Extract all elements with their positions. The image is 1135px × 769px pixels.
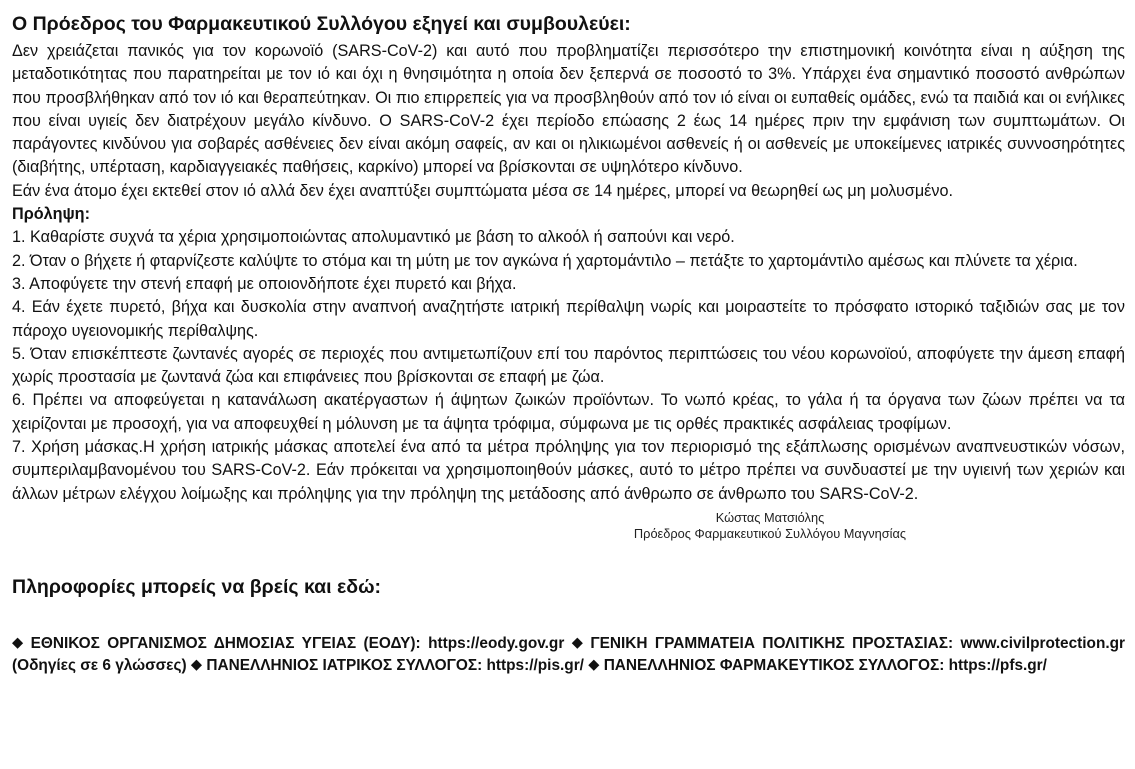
prevention-item-3: 3. Αποφύγετε την στενή επαφή με οποιονδήποτε έχει πυρετό και βήχα.	[12, 274, 517, 293]
link-url-pfs[interactable]: https://pfs.gr/	[948, 657, 1047, 675]
prevention-item-4: 4. Εάν έχετε πυρετό, βήχα και δυσκολία στην αναπνοή αναζητήστε ιατρική περίθαλψη νωρίς και μοιραστείτε το πρόσφατο ιστορικό ταξιδιών σας με τον πάροχο υγειονομικής περίθαλψης.	[12, 298, 1125, 340]
document-title: Ο Πρόεδρος του Φαρμακευτικού Συλλόγου εξηγεί και συμβουλεύει:	[12, 13, 631, 35]
diamond-bullet-icon: ◆	[571, 634, 583, 651]
link-suffix-civil-protection: (Οδηγίες σε 6 γλώσσες)	[12, 657, 187, 675]
link-url-eody[interactable]: https://eody.gov.gr	[428, 634, 565, 652]
intro-paragraph: Δεν χρειάζεται πανικός για τον κορωνοϊό (SARS-CoV-2) και αυτό που προβληματίζει περισσότερο την επιστημονική κοινότητα είναι η αύξηση της μεταδοτικότητας που παρατηρείται με τον ιό και όχι η θνησιμότητα η οποία δεν ξεπερνά σε ποσοστό το 3%. Υπάρχει ένα σημαντικό ποσοστό ανθρώπων που προσβλήθηκαν από τον ιό και θεραπεύτηκαν. Οι πιο επιρρεπείς για να προσβληθούν από τον ιό είναι οι ευπαθείς ομάδες, ενώ τα παιδιά και οι ενήλικες που είναι υγιείς δεν διατρέχουν μεγάλο κίνδυνο. Ο SARS-CoV-2 έχει περίοδο επώασης 2 έως 14 ημέρες πριν την εμφάνιση των συμπτωμάτων. Οι παράγοντες κινδύνου για σοβαρές ασθένειες δεν είναι ακόμη σαφείς, αν και οι ηλικιωμένοι ασθενείς ή οι ασθενείς με υποκείμενες ιατρικές συννοσηρότητες (διαβήτης, υπέρταση, καρδιαγγειακές παθήσεις, καρκίνο) μπορεί να βρίσκονται σε υψηλότερο κίνδυνο.	[12, 42, 1125, 177]
diamond-bullet-icon: ◆	[588, 657, 600, 674]
link-label-pfs: ΠΑΝΕΛΛΗΝΙΟΣ ΦΑΡΜΑΚΕΥΤΙΚΟΣ ΣΥΛΛΟΓΟΣ:	[603, 657, 945, 675]
signature-name: Κώστας Ματσιόλης	[715, 509, 825, 525]
prevention-item-7: 7. Χρήση μάσκας.Η χρήση ιατρικής μάσκας αποτελεί ένα από τα μέτρα πρόληψης για τον περιορισμό της εξάπλωσης ορισμένων αναπνευστικών νόσων, συμπεριλαμβανομένου του SARS-CoV-2. Εάν πρόκειται να χρησιμοποιηθούν μάσκες, αυτό το μέτρο πρέπει να συνδυαστεί με την υγιεινή των χεριών και άλλων μέτρων ελέγχου λοίμωξης και πρόληψης για την πρόληψη της μετάδοσης από άνθρωπο σε άνθρωπο του SARS-CoV-2.	[12, 438, 1125, 503]
prevention-item-5: 5. Όταν επισκέπτεστε ζωντανές αγορές σε περιοχές που αντιμετωπίζουν επί του παρόντος περιπτώσεις του νέου κορωνοϊού, αποφύγετε την άμεση επαφή χωρίς προστασία με ζωντανά ζώα και επιφάνειες που βρίσκονται σε επαφή με ζώα.	[12, 344, 1125, 387]
prevention-heading: Πρόληψη:	[12, 205, 90, 224]
link-label-civil-protection: ΓΕΝΙΚΗ ΓΡΑΜΜΑΤΕΙΑ ΠΟΛΙΤΙΚΗΣ ΠΡΟΣΤΑΣΙΑΣ:	[590, 634, 954, 652]
link-label-eody: ΕΘΝΙΚΟΣ ΟΡΓΑΝΙΣΜΟΣ ΔΗΜΟΣΙΑΣ ΥΓΕΙΑΣ (ΕΟΔΥ):	[30, 634, 421, 652]
link-url-civil-protection[interactable]: www.civilprotection.gr	[960, 634, 1126, 652]
info-links-line	[12, 633, 1125, 678]
signature-block	[560, 510, 980, 543]
prevention-item-1: 1. Καθαρίστε συχνά τα χέρια χρησιμοποιώντας απολυμαντικό με βάση το αλκοόλ ή σαπούνι και νερό.	[12, 228, 735, 247]
link-url-pis[interactable]: https://pis.gr/	[486, 657, 584, 675]
exposure-note: Εάν ένα άτομο έχει εκτεθεί στον ιό αλλά δεν έχει αναπτύξει συμπτώματα μέσα σε 14 ημέρες, μπορεί να θεωρηθεί ως μη μολυσμένο.	[12, 181, 953, 200]
diamond-bullet-icon: ◆	[12, 634, 24, 651]
prevention-item-6: 6. Πρέπει να αποφεύγεται η κατανάλωση ακατέργαστων ή άψητων ζωικών προϊόντων. Το νωπό κρέας, το γάλα ή τα όργανα των ζώων πρέπει να τα χειρίζονται με προσοχή, για να αποφευχθεί η μόλυνση με τα άψητα τρόφιμα, σύμφωνα με τις ορθές πρακτικές ασφάλειας τροφίμων.	[12, 391, 1125, 433]
diamond-bullet-icon: ◆	[190, 657, 203, 674]
signature-role: Πρόεδρος Φαρμακευτικού Συλλόγου Μαγνησίας	[633, 526, 907, 542]
info-heading: Πληροφορίες μπορείς να βρείς και εδώ:	[12, 575, 382, 598]
prevention-item-2: 2. Όταν ο βήχετε ή φταρνίζεστε καλύψτε το στόμα και τη μύτη με τον αγκώνα ή χαρτομάντιλο – πετάξτε το χαρτομάντιλο αμέσως και πλύνετε τα χέρια.	[12, 251, 1078, 270]
link-label-pis: ΠΑΝΕΛΛΗΝΙΟΣ ΙΑΤΡΙΚΟΣ ΣΥΛΛΟΓΟΣ:	[206, 657, 483, 675]
